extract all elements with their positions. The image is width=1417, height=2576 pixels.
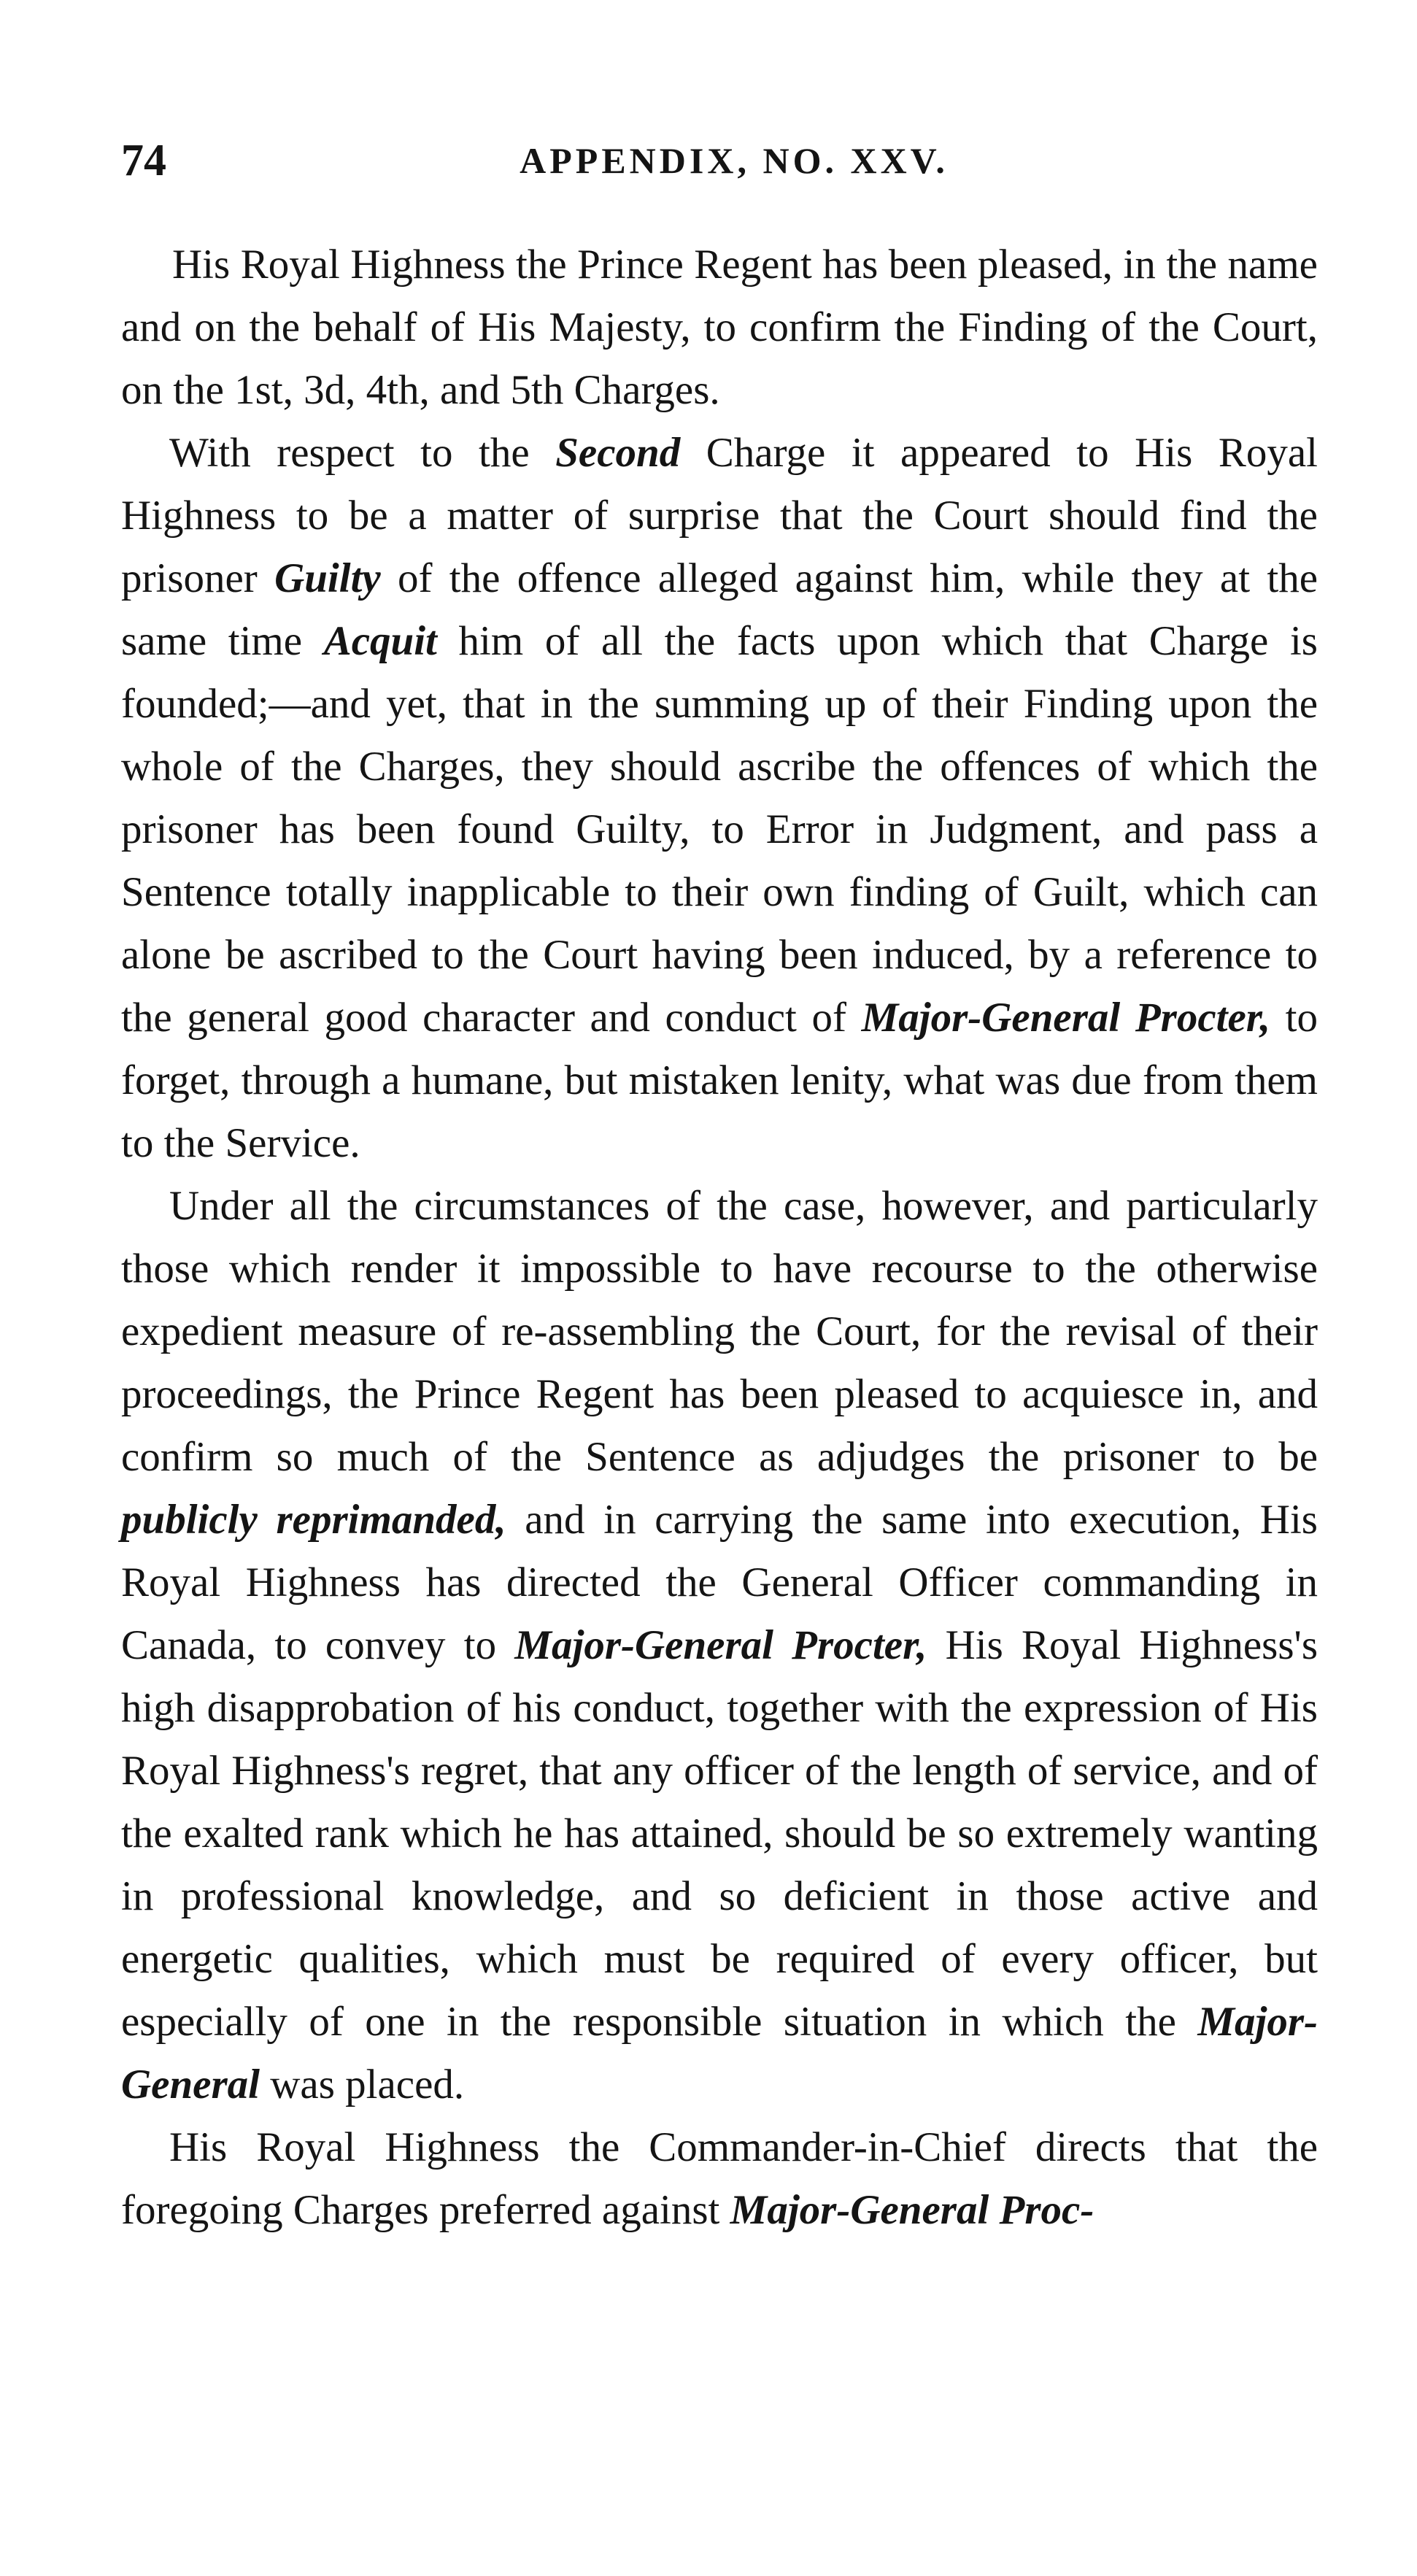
italic-text-run: Guilty xyxy=(274,555,381,601)
text-run: was placed. xyxy=(259,2062,465,2108)
text-run: Under all the circumstances of the case, however, and particularly those which render it impossible to have recourse to the otherwise expedient measure of re-assembling the Court, for the revisal of their proceedings, the Prince Regent has been pleased to acquiesce in, and confirm so much of the Sentence as adjudges the prisoner to be xyxy=(121,1183,1318,1480)
text-run: With respect to the xyxy=(169,430,556,476)
italic-text-run: Acquit xyxy=(323,618,437,664)
text-run: His Royal Highness's high disapprobation of his conduct, together with the expression of His Royal Highness's regret, that any officer of the length of service, and of the exalted rank which he has attained, should be so extremely wanting in professional knowledge, and so deficient in those active and energetic qualities, which must be required of every officer, but especially of one in the responsible situation in which the xyxy=(121,1622,1318,2045)
italic-text-run: Major-General Procter, xyxy=(514,1622,927,1668)
body-text xyxy=(121,234,1318,2242)
text-run: him of all the facts upon which that Charge is founded;—and yet, that in the summing up of their Finding upon the whole of the Charges, they should ascribe the offences of which the prisoner has been found Guilty, to Error in Judgment, and pass a Sentence totally inapplicable to their own finding of Guilt, which can alone be ascribed to the Court having been induced, by a reference to the general good character and conduct of xyxy=(121,618,1318,1041)
italic-text-run: Second xyxy=(555,430,681,476)
running-head: APPENDIX, NO. XXV. xyxy=(520,140,949,181)
italic-text-run: Major-General Procter, xyxy=(861,995,1271,1041)
paragraph xyxy=(121,422,1318,1175)
text-run: of the offence alleged against him, while they at the same time xyxy=(121,555,1318,664)
text-run: to forget, through a humane, but mistaken lenity, what was due from them to the Service. xyxy=(121,995,1318,1166)
page-header xyxy=(121,124,1318,197)
text-run: and in carrying the same into execution, His Royal Highness has directed the General Officer commanding in Canada, to convey to xyxy=(121,1497,1318,1668)
text-run: His Royal Highness the Prince Regent has been pleased, in the name and on the behalf of His Majesty, to confirm the Finding of the Court, on the 1st, 3d, 4th, and 5th Charges. xyxy=(121,242,1318,413)
italic-text-run: publicly reprimanded, xyxy=(121,1497,506,1543)
paragraph xyxy=(121,234,1318,422)
text-run: Charge it appeared to His Royal Highness to be a matter of surprise that the Court should find the prisoner xyxy=(121,430,1318,601)
italic-text-run: Major-General Proc- xyxy=(730,2187,1094,2233)
text-run: His Royal Highness the Commander-in-Chief directs that the foregoing Charges preferred against xyxy=(121,2124,1318,2233)
paragraph xyxy=(121,2116,1318,2242)
paragraph xyxy=(121,1175,1318,2116)
page-number: 74 xyxy=(121,136,166,185)
italic-text-run: Major-General xyxy=(121,1999,1318,2108)
